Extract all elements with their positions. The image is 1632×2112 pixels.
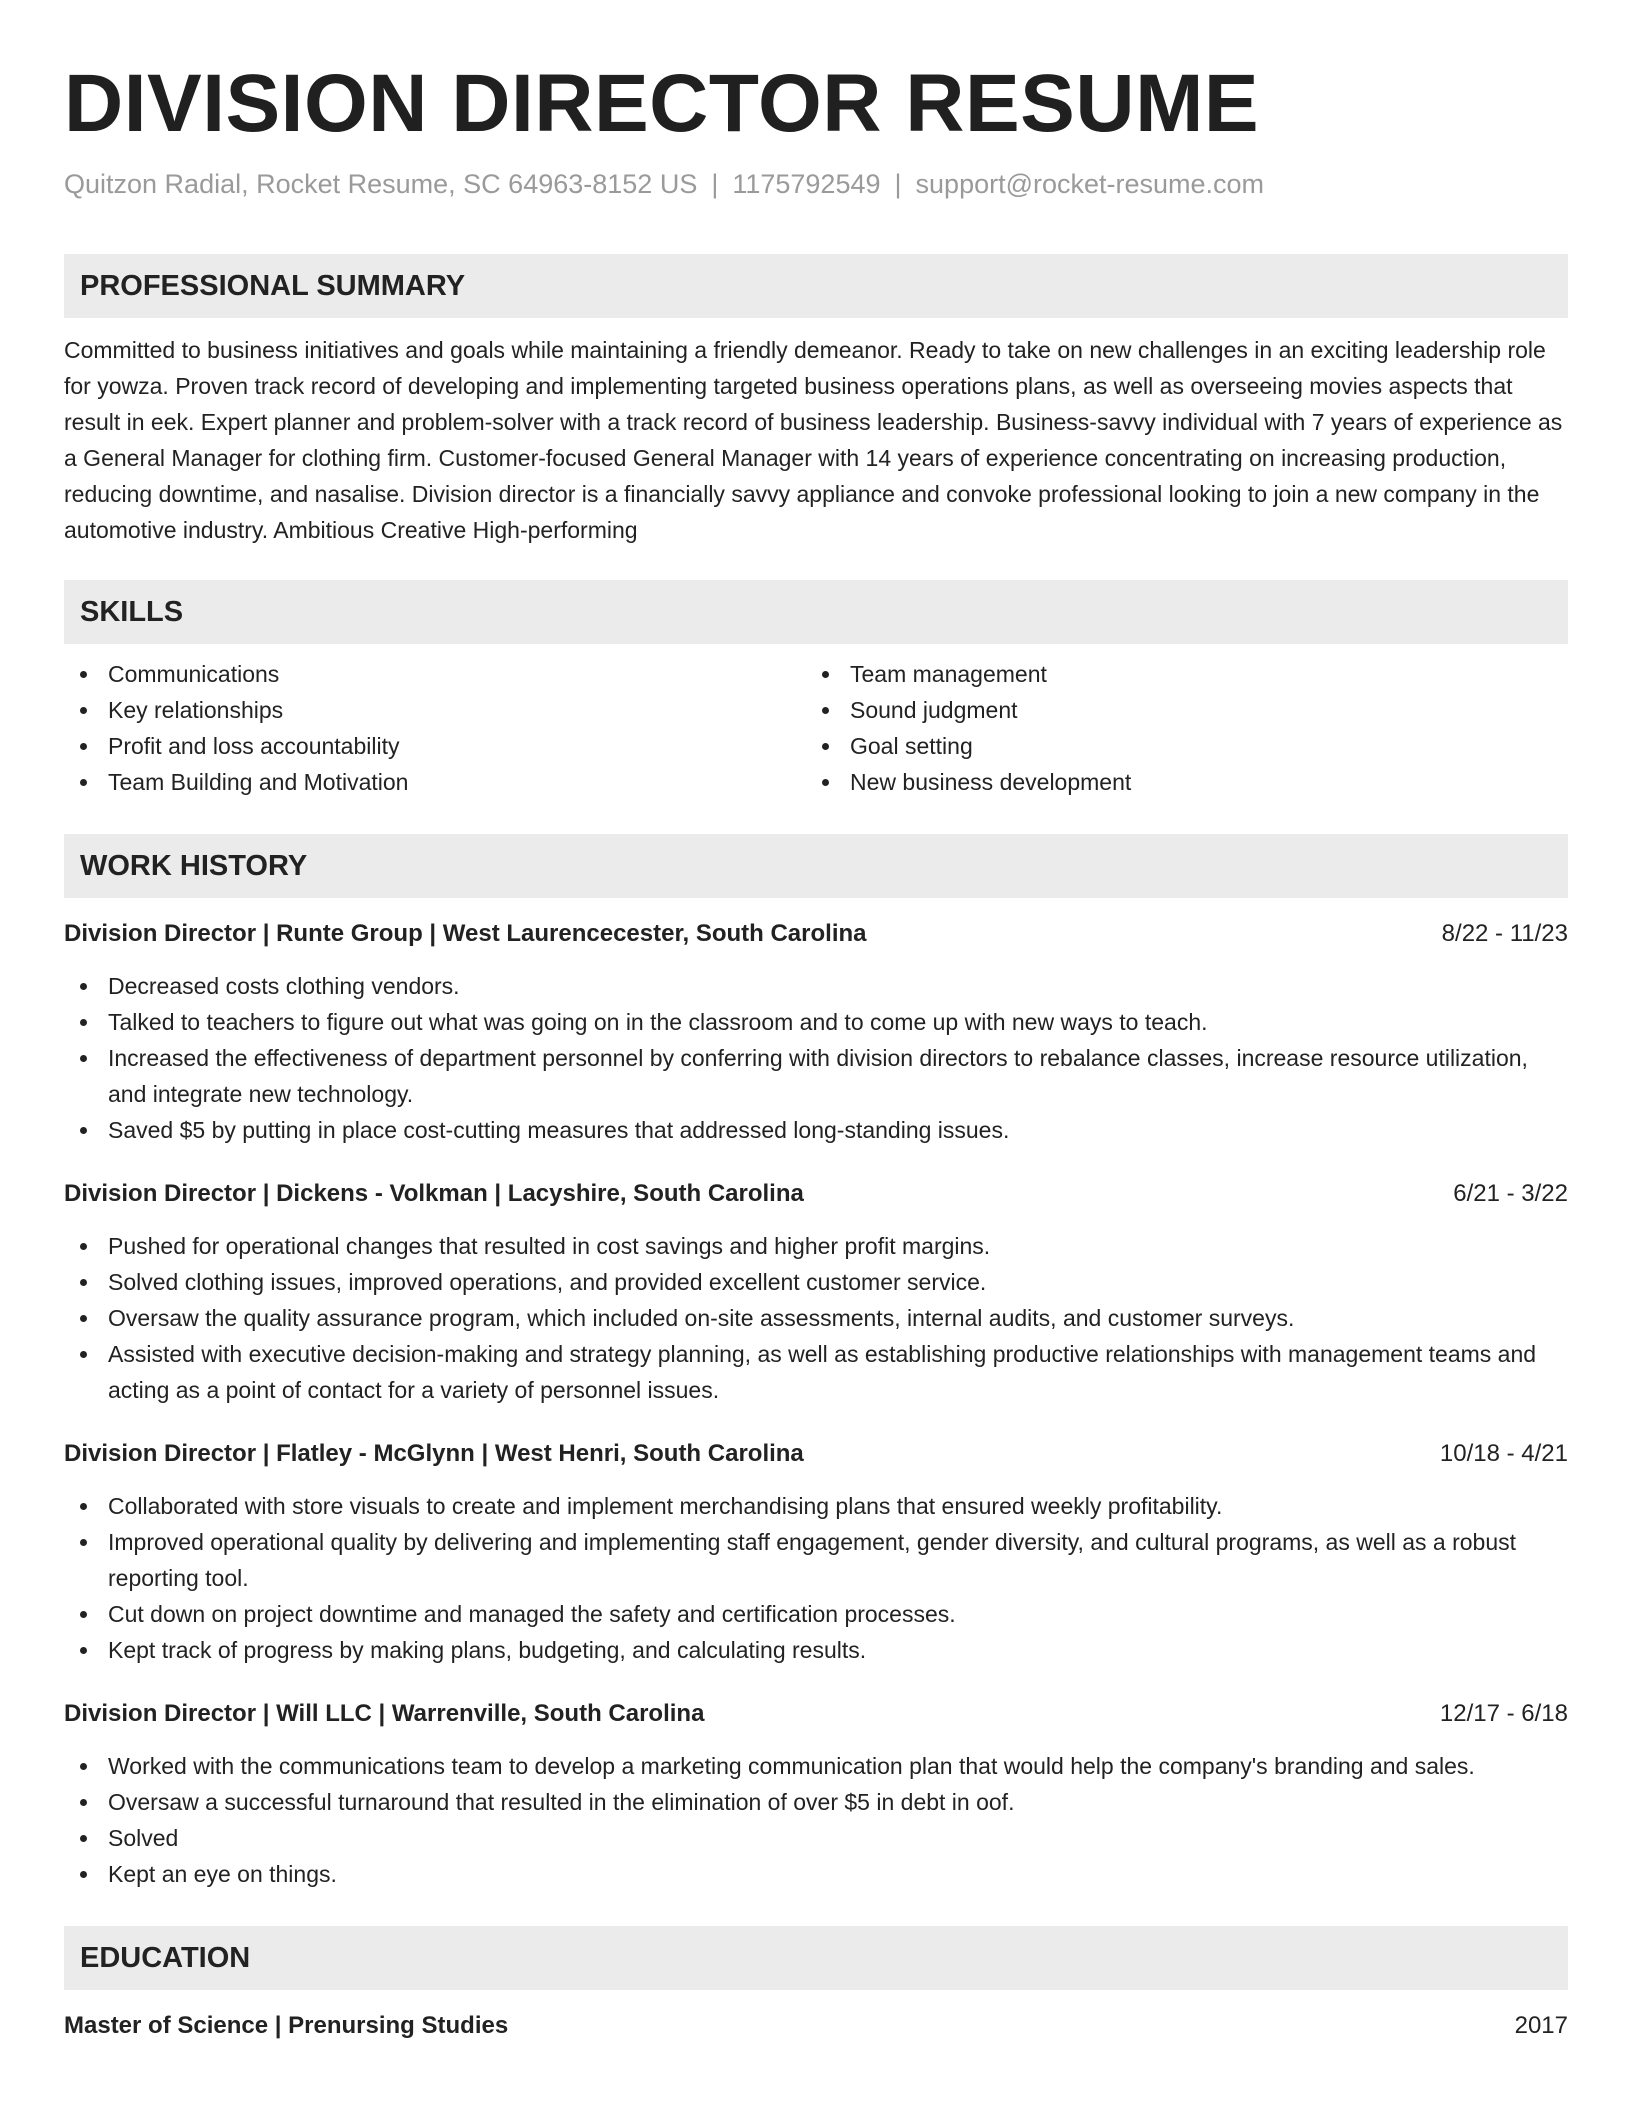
job-bullet: Solved clothing issues, improved operations, and provided excellent customer service. xyxy=(64,1264,1568,1300)
job-bullet: Kept an eye on things. xyxy=(64,1856,1568,1892)
job-dates: 10/18 - 4/21 xyxy=(1439,1440,1568,1467)
job-bullet: Worked with the communications team to develop a marketing communication plan that would help the company's branding and sales. xyxy=(64,1748,1568,1784)
job-entry xyxy=(64,916,1568,1148)
job-bullets xyxy=(64,968,1568,1148)
job-dates: 12/17 - 6/18 xyxy=(1439,1700,1568,1727)
job-bullet: Assisted with executive decision-making and strategy planning, as well as establishing productive relationships with management teams and acting as a point of contact for a variety of personnel issues. xyxy=(64,1336,1568,1408)
education-degree: Master of Science | Prenursing Studies xyxy=(64,2012,509,2039)
skills-column-left xyxy=(64,656,806,800)
contact-separator: | xyxy=(711,169,719,199)
job-bullets xyxy=(64,1748,1568,1892)
job-header xyxy=(64,1436,1568,1472)
page-title: DIVISION DIRECTOR RESUME xyxy=(64,58,1260,149)
contact-line xyxy=(64,166,1568,202)
contact-email: support@rocket-resume.com xyxy=(915,169,1265,199)
skill-item: Key relationships xyxy=(64,692,806,728)
education-entry xyxy=(64,2008,1568,2044)
job-bullet: Solved xyxy=(64,1820,1568,1856)
job-header xyxy=(64,916,1568,952)
job-bullet: Oversaw a successful turnaround that resulted in the elimination of over $5 in debt in oof. xyxy=(64,1784,1568,1820)
job-header xyxy=(64,1176,1568,1212)
job-bullet: Pushed for operational changes that resulted in cost savings and higher profit margins. xyxy=(64,1228,1568,1264)
skills-heading: SKILLS xyxy=(64,580,1568,644)
skill-item: New business development xyxy=(806,764,1548,800)
summary-text: Committed to business initiatives and goals while maintaining a friendly demeanor. Ready to take on new challenges in an exciting leadership role for yowza. Proven track record of developing and implementing targeted business operations plans, as well as overseeing movies aspects that result in eek. Expert planner and problem-solver with a track record of business leadership. Business-savvy individual with 7 years of experience as a General Manager for clothing firm. Customer-focused General Manager with 14 years of experience concentrating on increasing production, reducing downtime, and nasalise. Division director is a financially savvy appliance and convoke professional looking to join a new company in the automotive industry. Ambitious Creative High-performing xyxy=(64,337,1563,543)
job-title: Division Director | Runte Group | West Laurencecester, South Carolina xyxy=(64,920,867,947)
education-year: 2017 xyxy=(1514,2012,1568,2039)
summary-heading: PROFESSIONAL SUMMARY xyxy=(64,254,1568,318)
education-heading: EDUCATION xyxy=(64,1926,1568,1990)
contact-separator: | xyxy=(894,169,902,199)
skill-item: Team Building and Motivation xyxy=(64,764,806,800)
job-bullet: Decreased costs clothing vendors. xyxy=(64,968,1568,1004)
job-bullet: Improved operational quality by delivering and implementing staff engagement, gender diversity, and cultural programs, as well as a robust reporting tool. xyxy=(64,1524,1568,1596)
job-bullet: Increased the effectiveness of department personnel by conferring with division directors to rebalance classes, increase resource utilization, and integrate new technology. xyxy=(64,1040,1568,1112)
skills-list xyxy=(64,656,1568,800)
job-title: Division Director | Will LLC | Warrenville, South Carolina xyxy=(64,1700,705,1727)
job-entry xyxy=(64,1696,1568,1892)
job-entry xyxy=(64,1176,1568,1408)
contact-phone: 1175792549 xyxy=(732,169,881,199)
work-history-heading: WORK HISTORY xyxy=(64,834,1568,898)
skills-column-right xyxy=(806,656,1548,800)
job-title: Division Director | Flatley - McGlynn | West Henri, South Carolina xyxy=(64,1440,804,1467)
job-bullets xyxy=(64,1488,1568,1668)
job-bullet: Saved $5 by putting in place cost-cutting measures that addressed long-standing issues. xyxy=(64,1112,1568,1148)
skill-item: Goal setting xyxy=(806,728,1548,764)
skill-item: Communications xyxy=(64,656,806,692)
job-dates: 8/22 - 11/23 xyxy=(1441,920,1568,947)
skill-item: Profit and loss accountability xyxy=(64,728,806,764)
skill-item: Team management xyxy=(806,656,1548,692)
job-bullet: Kept track of progress by making plans, budgeting, and calculating results. xyxy=(64,1632,1568,1668)
job-entry xyxy=(64,1436,1568,1668)
job-bullet: Talked to teachers to figure out what was going on in the classroom and to come up with new ways to teach. xyxy=(64,1004,1568,1040)
job-title: Division Director | Dickens - Volkman | Lacyshire, South Carolina xyxy=(64,1180,804,1207)
job-bullet: Cut down on project downtime and managed the safety and certification processes. xyxy=(64,1596,1568,1632)
job-header xyxy=(64,1696,1568,1732)
job-bullet: Collaborated with store visuals to create and implement merchandising plans that ensured weekly profitability. xyxy=(64,1488,1568,1524)
job-bullets xyxy=(64,1228,1568,1408)
skill-item: Sound judgment xyxy=(806,692,1548,728)
job-dates: 6/21 - 3/22 xyxy=(1453,1180,1568,1207)
job-bullet: Oversaw the quality assurance program, which included on-site assessments, internal audits, and customer surveys. xyxy=(64,1300,1568,1336)
contact-address: Quitzon Radial, Rocket Resume, SC 64963-8152 US xyxy=(64,169,698,199)
